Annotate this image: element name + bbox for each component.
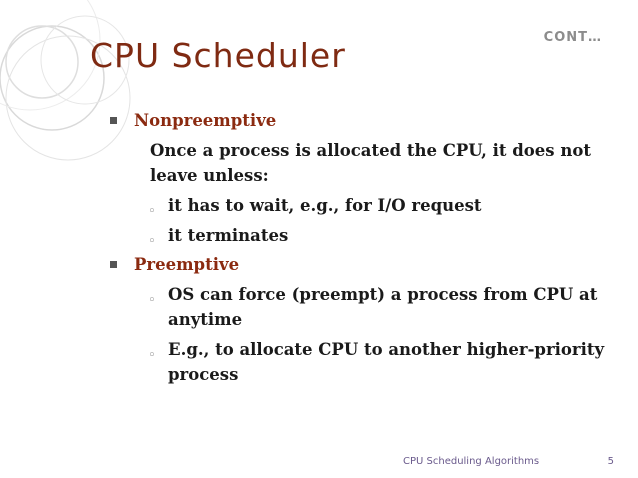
page-number: 5 [607, 456, 614, 467]
sub-bullet-text: E.g., to allocate CPU to another higher-priority process [168, 340, 605, 384]
sub-bullet [110, 337, 610, 387]
sub-bullet-text: it terminates [168, 226, 289, 245]
circle-bullet-icon: ◦ [148, 234, 156, 249]
nonpreemptive-description: Once a process is allocated the CPU, it does not leave unless: [150, 141, 591, 185]
bullet-nonpreemptive [110, 108, 610, 133]
bullet-preemptive [110, 252, 610, 277]
circle-bullet-icon: ◦ [148, 348, 156, 363]
circle-bullet-icon: ◦ [148, 204, 156, 219]
square-bullet-icon [110, 261, 117, 268]
sub-bullet [110, 193, 610, 218]
sub-bullet-text: OS can force (preempt) a process from CPU at anytime [168, 285, 598, 329]
slide-body [110, 108, 610, 387]
footer-text: CPU Scheduling Algorithms [403, 456, 540, 467]
sub-bullet [110, 223, 610, 248]
slide-title: CPU Scheduler [90, 36, 346, 75]
circle-bullet-icon: ◦ [148, 293, 156, 308]
slide-footer [0, 456, 638, 476]
continued-label: CONT… [543, 30, 602, 45]
sub-bullet-text: it has to wait, e.g., for I/O request [168, 196, 482, 215]
bullet-heading: Nonpreemptive [134, 111, 277, 130]
square-bullet-icon [110, 117, 117, 124]
sub-bullet [110, 282, 610, 332]
bullet-heading: Preemptive [134, 255, 240, 274]
